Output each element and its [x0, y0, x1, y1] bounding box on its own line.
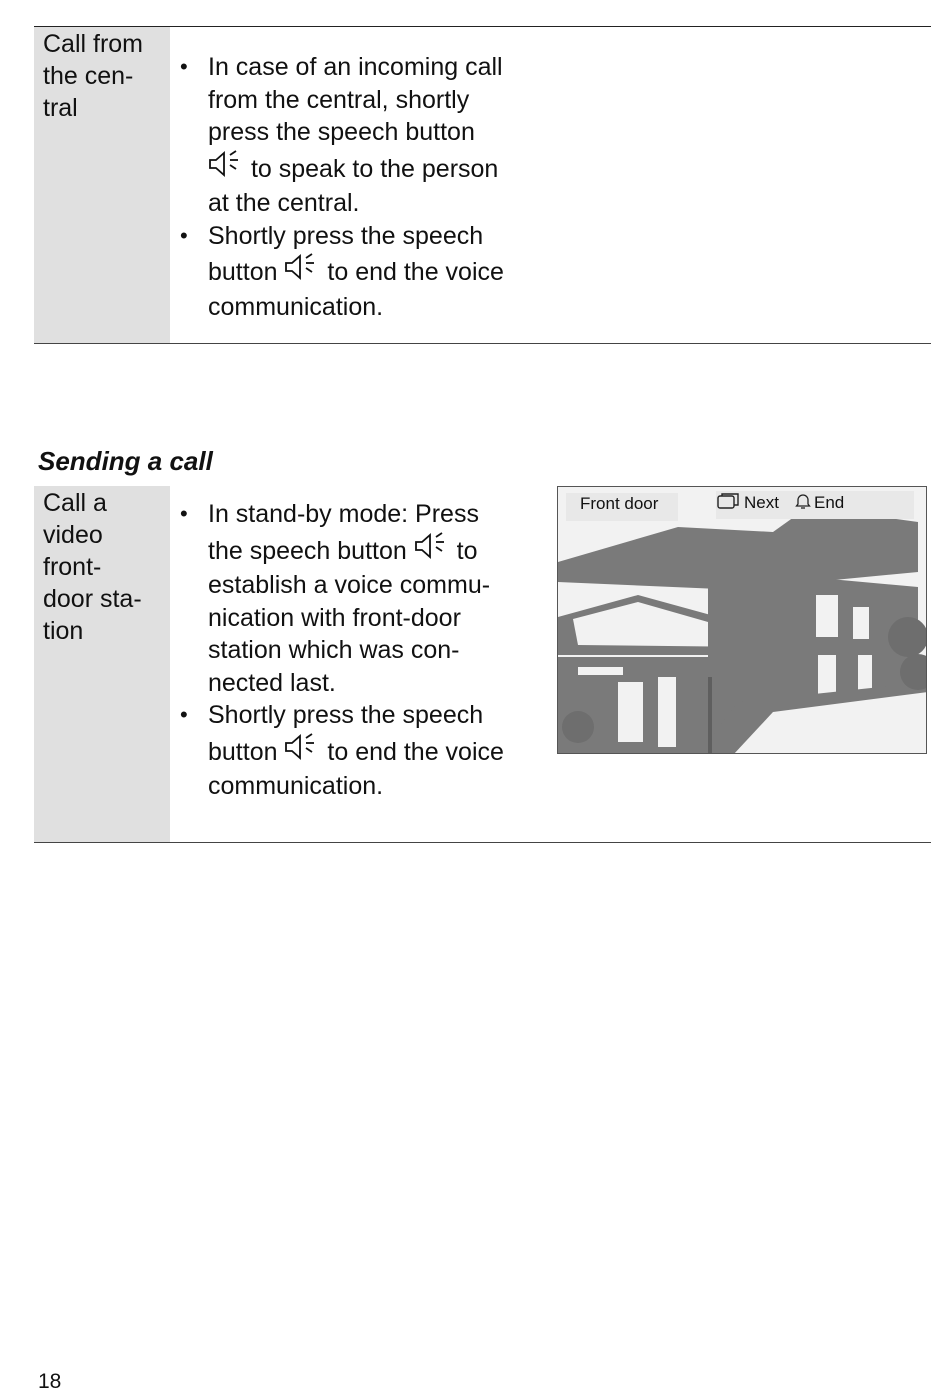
instruction-item: • Shortly press the speech button to end the voice communication.	[180, 221, 504, 321]
bullet-icon: •	[180, 702, 188, 727]
monitor-screen	[557, 486, 927, 754]
instruction-item: • Shortly press the speech button to end the voice communication.	[180, 701, 504, 800]
row-label-line: tion	[43, 617, 84, 645]
row-label	[43, 487, 142, 647]
section-heading: Sending a call	[38, 446, 213, 476]
page-number: 18	[38, 1370, 62, 1393]
row-label-line: front-	[43, 553, 102, 581]
instruction-list	[180, 498, 504, 803]
instruction-item: • In stand-by mode: Press the speech button to establish a voice commu- nication with front-door station which was con- nected last.	[180, 500, 491, 697]
instruction-list	[180, 51, 504, 323]
row-label	[43, 28, 143, 124]
bell-icon	[794, 491, 812, 518]
row-label-line: the cen-	[43, 62, 134, 90]
row-label-cell	[34, 27, 170, 343]
row-label-line: tral	[43, 94, 78, 122]
row-label-line: door sta-	[43, 585, 142, 613]
row-label-line: video	[43, 521, 103, 549]
screen-softkey-bar	[716, 491, 914, 519]
instruction-item: • In case of an incoming call from the central, shortly press the speech button to speak to the person at the central.	[180, 53, 503, 217]
end-softkey: End	[814, 493, 845, 512]
next-softkey: Next	[744, 493, 779, 512]
speaker-icon	[284, 732, 320, 771]
call-from-central-table	[34, 26, 931, 344]
speaker-icon	[208, 149, 244, 188]
screen-station-title: Front door	[566, 493, 678, 521]
front-door-camera-image	[558, 487, 927, 754]
camera-switch-icon	[716, 491, 740, 518]
row-label-cell	[34, 486, 170, 842]
row-label-line: Call from	[43, 30, 144, 58]
speaker-icon	[414, 531, 450, 570]
bullet-icon: •	[180, 222, 188, 248]
speaker-icon	[284, 252, 320, 291]
bullet-icon: •	[180, 54, 188, 79]
bullet-icon: •	[180, 501, 188, 526]
row-label-line: Call a	[43, 489, 107, 517]
